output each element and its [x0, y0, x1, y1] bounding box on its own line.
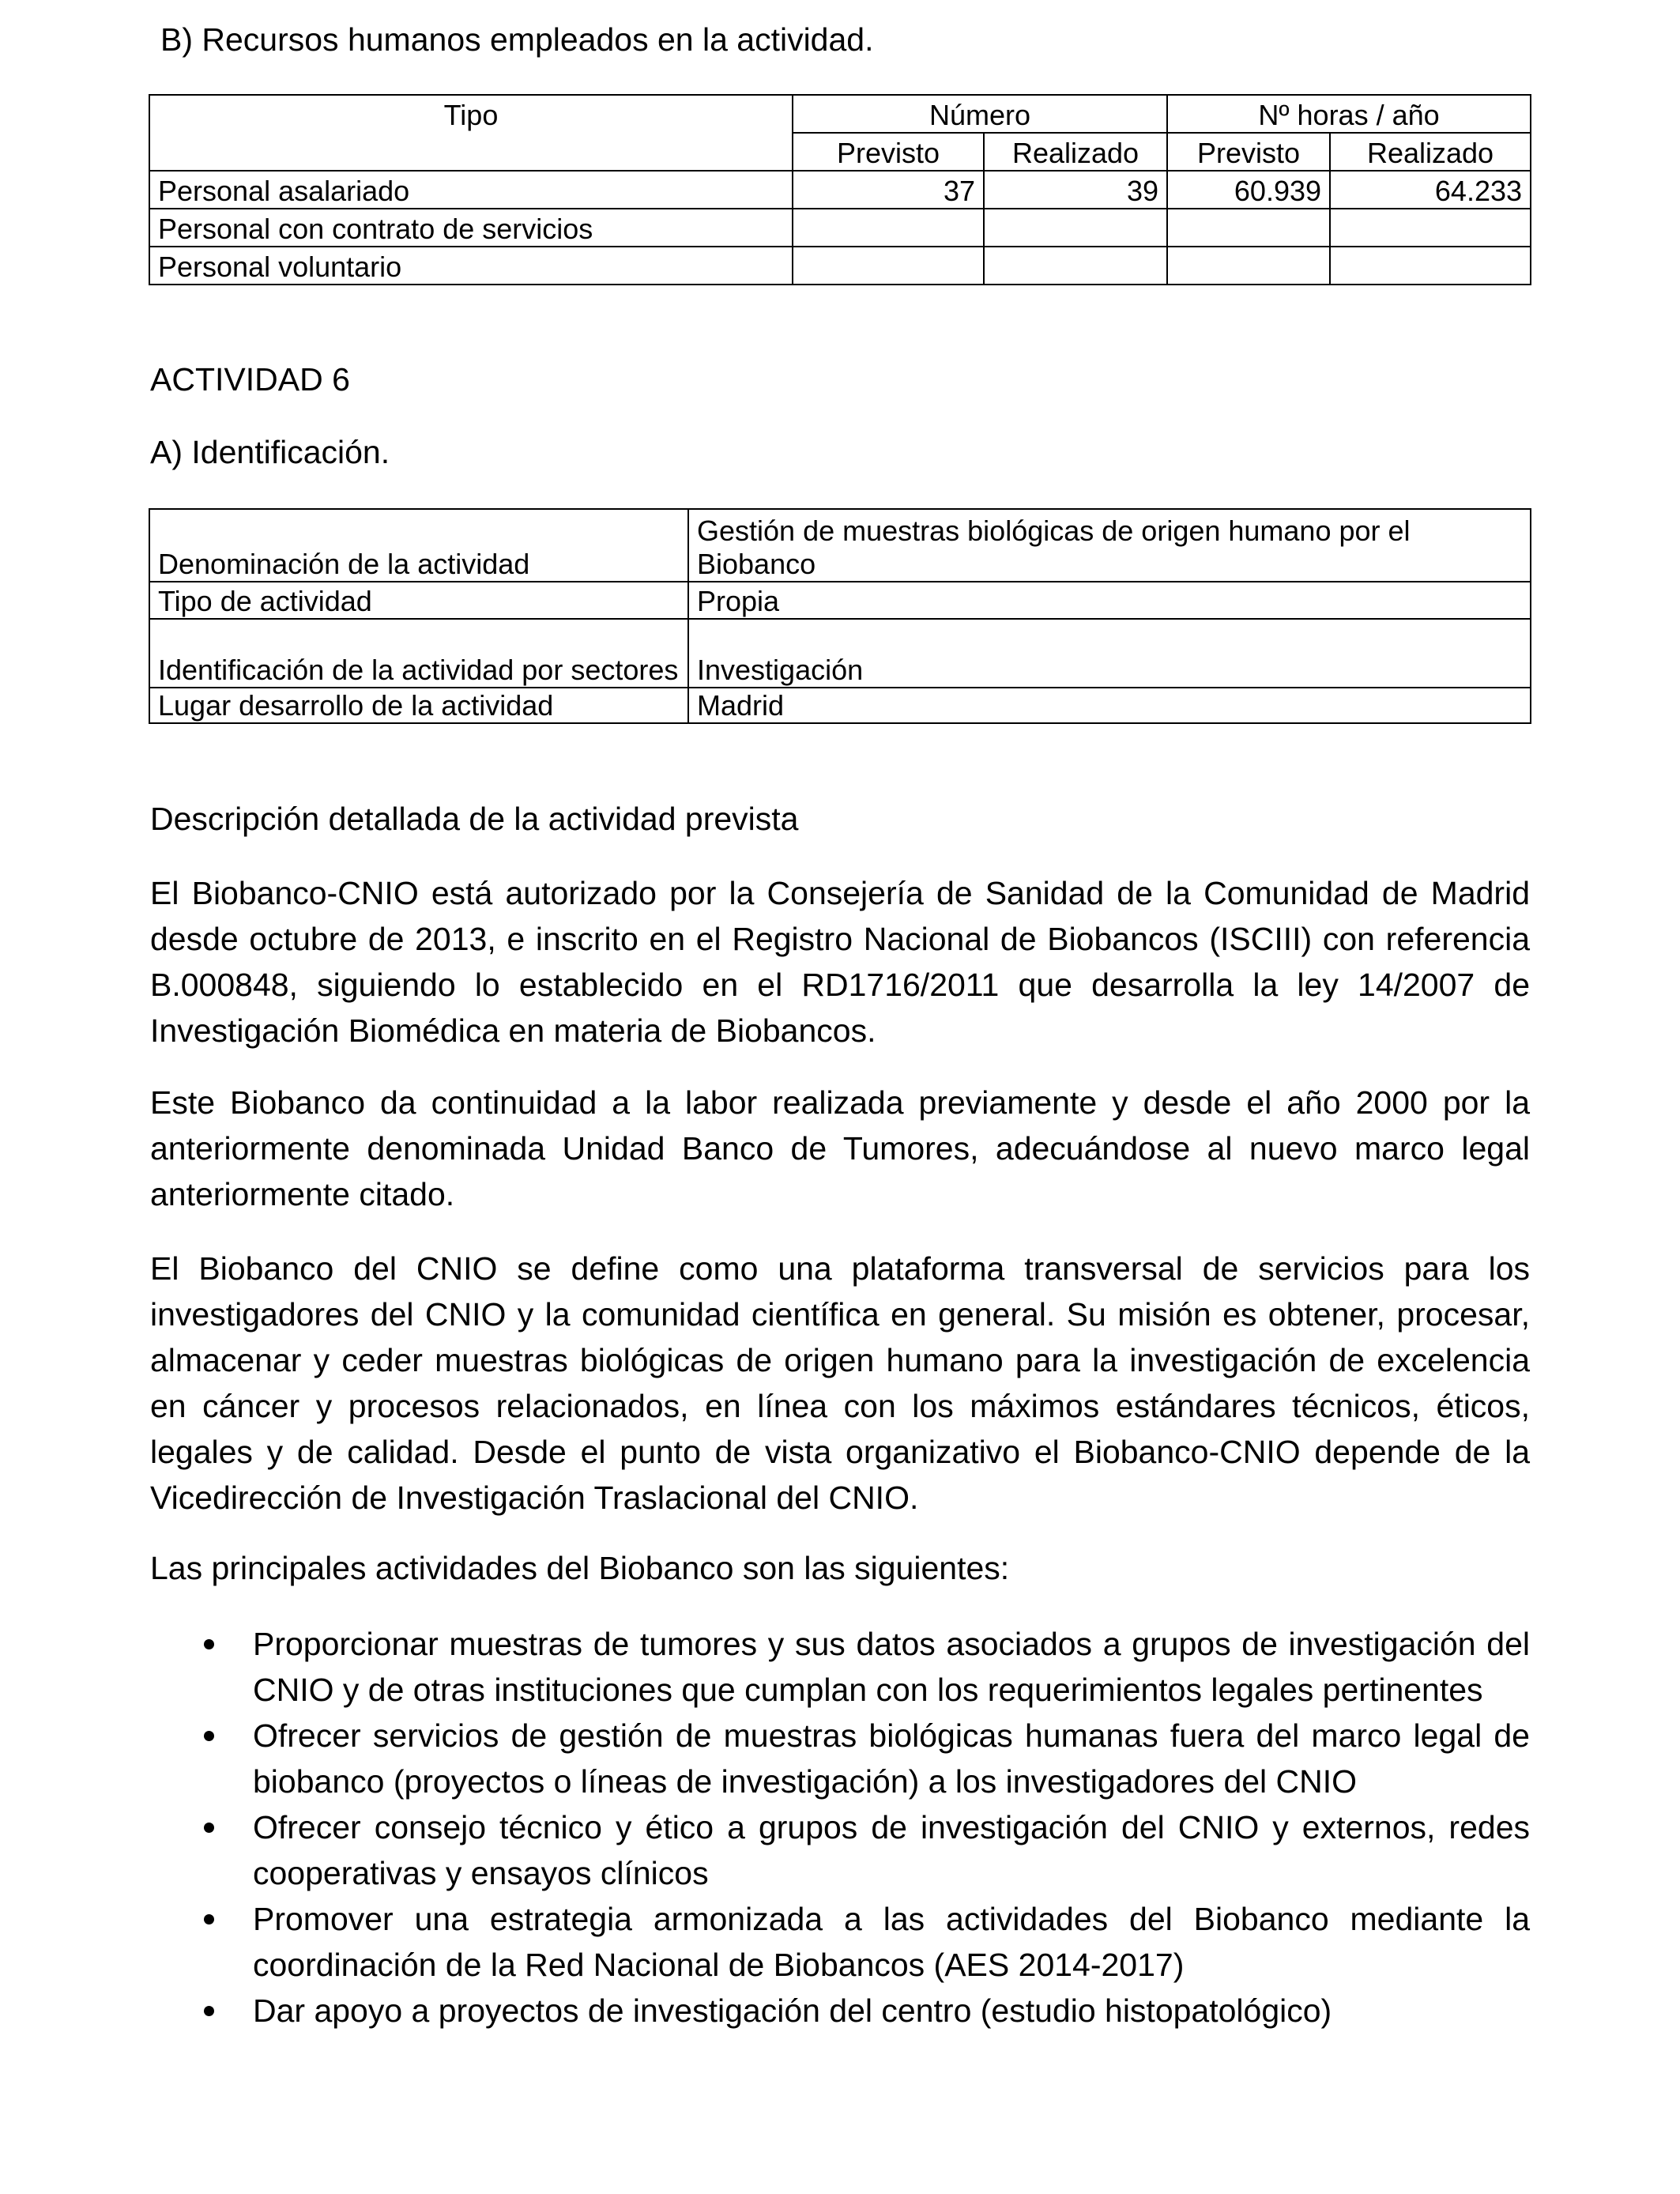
id-label: Denominación de la actividad — [149, 509, 688, 582]
identification-heading: A) Identificación. — [150, 434, 390, 470]
list-item: Ofrecer servicios de gestión de muestras biológicas humanas fuera del marco legal de biobanco (proyectos o líneas de investigación) a los investigadores del CNIO — [150, 1713, 1530, 1804]
row-num-previsto — [793, 247, 984, 285]
header-tipo: Tipo — [149, 95, 793, 171]
list-item: Dar apoyo a proyectos de investigación del centro (estudio histopatológico) — [150, 1988, 1530, 2034]
row-tipo: Personal asalariado — [149, 171, 793, 209]
paragraph: Este Biobanco da continuidad a la labor realizada previamente y desde el año 2000 por la anteriormente denominada Unidad Banco de Tumores, adecuándose al nuevo marco legal anteriormente citado. — [150, 1084, 1530, 1212]
row-horas-previsto: 60.939 — [1167, 171, 1330, 209]
row-horas-previsto — [1167, 247, 1330, 285]
bullet-icon — [204, 1823, 214, 1833]
table-row — [149, 171, 1531, 209]
id-label: Tipo de actividad — [149, 582, 688, 619]
subheader-realizado-horas: Realizado — [1330, 133, 1531, 171]
id-label: Lugar desarrollo de la actividad — [149, 688, 688, 723]
list-item: Promover una estrategia armonizada a las actividades del Biobanco mediante la coordinación de la Red Nacional de Biobancos (AES 2014-2017) — [150, 1896, 1530, 1988]
row-horas-realizado: 64.233 — [1330, 171, 1531, 209]
identification-table — [149, 508, 1531, 724]
id-value: Investigación — [688, 619, 1531, 688]
table-row — [149, 688, 1531, 723]
bullet-icon — [204, 1731, 214, 1741]
subheader-realizado-numero: Realizado — [984, 133, 1167, 171]
row-num-realizado: 39 — [984, 171, 1167, 209]
section-b-heading: B) Recursos humanos empleados en la actividad. — [160, 21, 874, 58]
row-num-previsto — [793, 209, 984, 247]
description-heading: Descripción detallada de la actividad prevista — [150, 801, 799, 837]
header-horas: Nº horas / año — [1167, 95, 1531, 133]
row-horas-previsto — [1167, 209, 1330, 247]
paragraph: El Biobanco-CNIO está autorizado por la Consejería de Sanidad de la Comunidad de Madrid desde octubre de 2013, e inscrito en el Registro Nacional de Biobancos (ISCIII) con referencia B.000848, siguiendo lo establecido en el RD1716/2011 que desarrolla la ley 14/2007 de Investigación Biomédica en materia de Biobancos. — [150, 875, 1530, 1049]
row-num-realizado — [984, 209, 1167, 247]
row-num-realizado — [984, 247, 1167, 285]
paragraph: Las principales actividades del Biobanco son las siguientes: — [150, 1550, 1010, 1586]
table-row — [149, 619, 1531, 688]
table-row — [149, 582, 1531, 619]
row-tipo: Personal con contrato de servicios — [149, 209, 793, 247]
human-resources-table — [149, 94, 1531, 285]
row-tipo: Personal voluntario — [149, 247, 793, 285]
subheader-previsto-numero: Previsto — [793, 133, 984, 171]
table-row — [149, 509, 1531, 582]
row-num-previsto: 37 — [793, 171, 984, 209]
row-horas-realizado — [1330, 209, 1531, 247]
id-value: Propia — [688, 582, 1531, 619]
row-horas-realizado — [1330, 247, 1531, 285]
table-row — [149, 247, 1531, 285]
id-label: Identificación de la actividad por sectores — [149, 619, 688, 688]
bullet-icon — [204, 1914, 214, 1924]
list-item: Ofrecer consejo técnico y ético a grupos de investigación del CNIO y externos, redes cooperativas y ensayos clínicos — [150, 1804, 1530, 1896]
activity-title: ACTIVIDAD 6 — [150, 361, 350, 398]
table-row — [149, 209, 1531, 247]
list-item: Proporcionar muestras de tumores y sus datos asociados a grupos de investigación del CNIO y de otras instituciones que cumplan con los requerimientos legales pertinentes — [150, 1621, 1530, 1713]
activities-list — [150, 1621, 1530, 2034]
paragraph: El Biobanco del CNIO se define como una plataforma transversal de servicios para los investigadores del CNIO y la comunidad científica en general. Su misión es obtener, procesar, almacenar y ceder muestras biológicas de origen humano para la investigación de excelencia en cáncer y procesos relacionados, en línea con los máximos estándares técnicos, éticos, legales y de calidad. Desde el punto de vista organizativo el Biobanco-CNIO depende de la Vicedirección de Investigación Traslacional del CNIO. — [150, 1250, 1530, 1516]
id-value: Madrid — [688, 688, 1531, 723]
table-header-row — [149, 95, 1531, 133]
header-numero: Número — [793, 95, 1167, 133]
subheader-previsto-horas: Previsto — [1167, 133, 1330, 171]
bullet-icon — [204, 1639, 214, 1649]
id-value: Gestión de muestras biológicas de origen humano por el Biobanco — [688, 509, 1531, 582]
bullet-icon — [204, 2006, 214, 2016]
